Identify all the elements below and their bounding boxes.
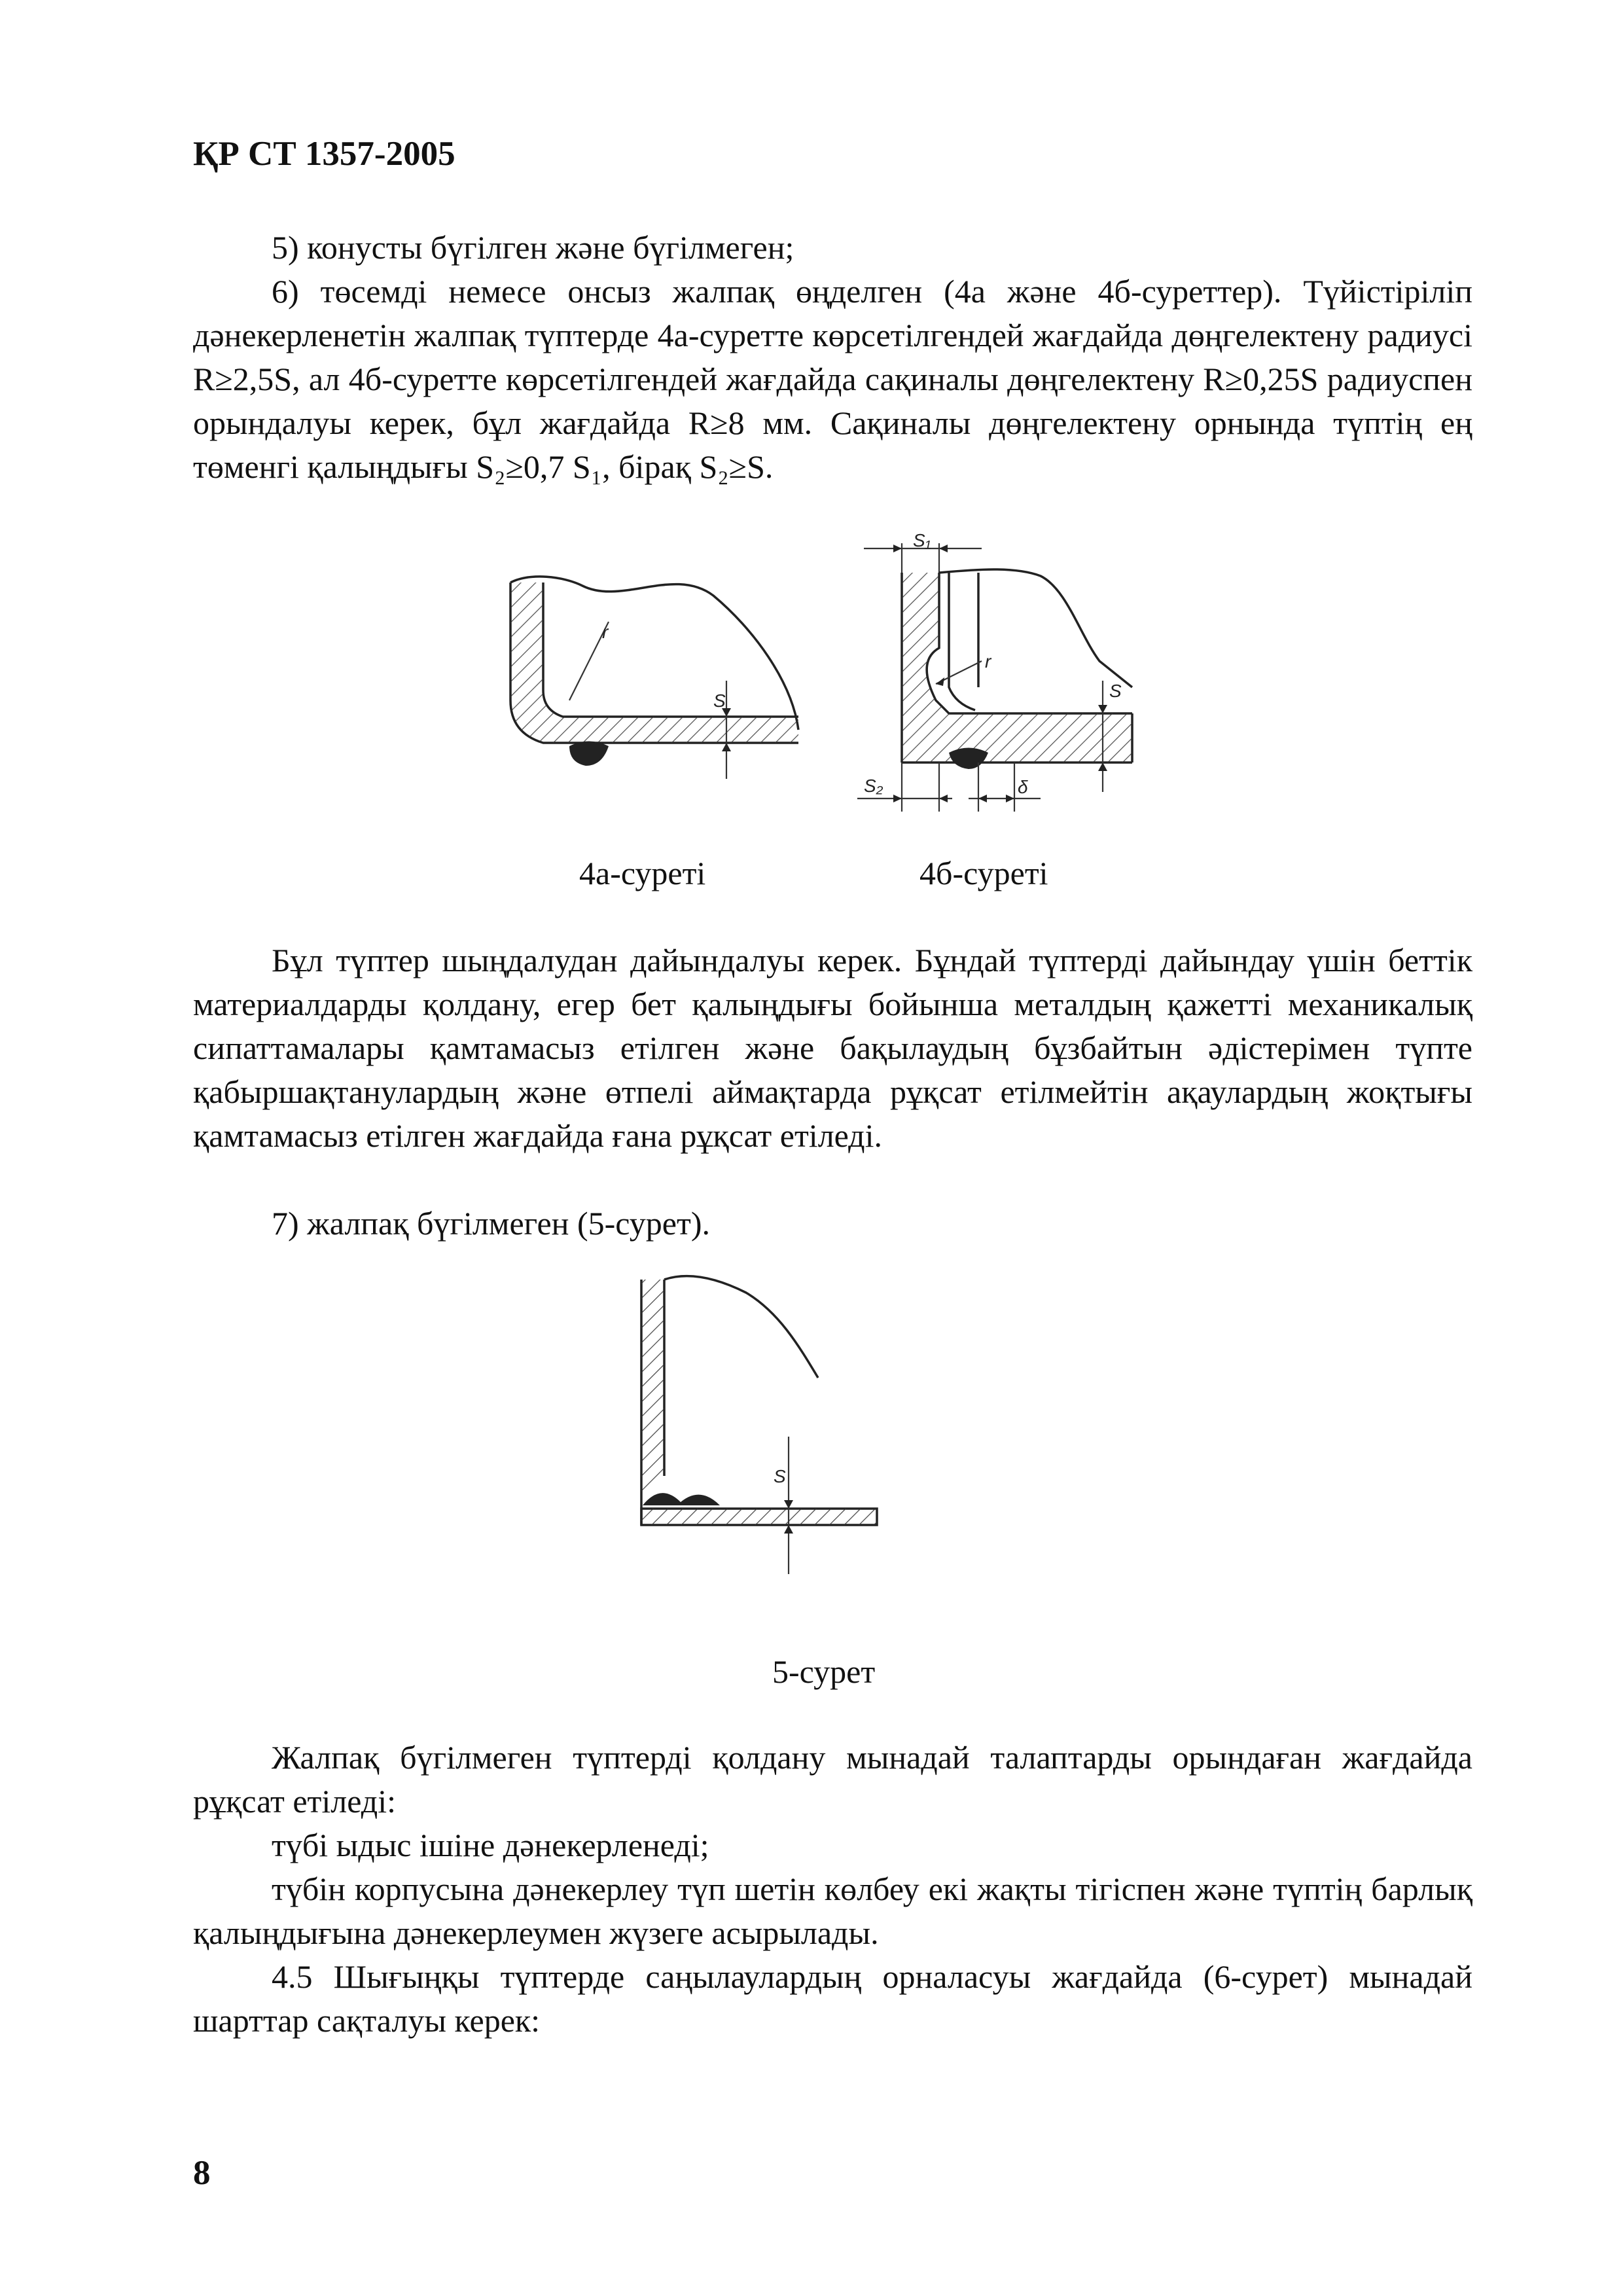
page-number: 8 xyxy=(193,2154,211,2192)
figure-4a-caption: 4а-суреті xyxy=(579,855,706,891)
figure-4b-drawing xyxy=(844,530,1145,812)
paragraph-item-5: 5) конусты бүгілген және бүгілмеген; xyxy=(272,229,794,266)
paragraph-requirement-2: түбін корпусына дәнекерлеу түп шетін көлбеу екі жақты тігіспен және түптің барлық қалыңдығына дәнекерлеумен жүзеге асырылады. xyxy=(193,1871,1472,1951)
fig4a-thickness-label: S xyxy=(713,691,726,711)
paragraph-item-6: 6) төсемді немесе онсыз жалпақ өңделген (4а және 4б-суреттер). Түйістіріліп дәнекерленетін жалпақ түптерде 4а-суретте көрсетілгендей жағдайда дөңгелектену радиусі R≥2,5S, ал 4б-суретте көрсетілгендей жағдайда сақиналы дөңгелектену R≥0,25S радиуспен орындалуы керек, бұл жағдайда R≥8 мм. Сақиналы дөңгелектену орнында түптің ең төменгі қалыңдығы S₂≥0,7 S₁, бірақ S₂≥S. xyxy=(193,273,1472,485)
paragraph-materials: Бұл түптер шыңдалудан дайындалуы керек. Бұндай түптерді дайындау үшін беттік материалдарды қолдану, егер бет қалыңдығы бойынша металдың қажетті механикалық сипаттамалары қамтамасыз етілген және бақылаудың бұзбайтын әдістерімен түпте қабыршақтанулардың және өтпелі аймақтарда рұқсат етілмейтін ақаулардың жоқтығы қамтамасыз етілген жағдайда ғана рұқсат етіледі. xyxy=(193,942,1472,1154)
fig4a-radius-label: r xyxy=(602,622,609,642)
fig5-thickness-label: S xyxy=(774,1466,786,1486)
fig4b-s2-label: S₂ xyxy=(864,776,883,796)
figure-4a-drawing xyxy=(504,569,818,805)
figure-5-drawing xyxy=(628,1266,890,1581)
fig4b-radius-label: r xyxy=(985,651,991,672)
document-header: ҚР СТ 1357-2005 xyxy=(193,135,455,173)
paragraph-flat-bottoms: Жалпақ бүгілмеген түптерді қолдану мынадай талаптарды орындаған жағдайда рұқсат етіледі: xyxy=(193,1739,1472,1820)
figure-4b-caption: 4б-суреті xyxy=(919,855,1048,891)
paragraph-item-7: 7) жалпақ бүгілмеген (5-сурет). xyxy=(272,1205,710,1242)
figure-5-caption: 5-сурет xyxy=(772,1653,876,1690)
fig4b-delta-label: δ xyxy=(1018,777,1028,797)
paragraph-requirement-1: түбі ыдыс ішіне дәнекерленеді; xyxy=(272,1827,709,1863)
paragraph-section-4-5: 4.5 Шығыңқы түптерде саңылаулардың орналасуы жағдайда (6-сурет) мынадай шарттар сақталуы керек: xyxy=(193,1958,1472,2039)
fig4b-thickness-label: S xyxy=(1109,681,1122,701)
fig4b-s1-label: S₁ xyxy=(913,530,931,550)
